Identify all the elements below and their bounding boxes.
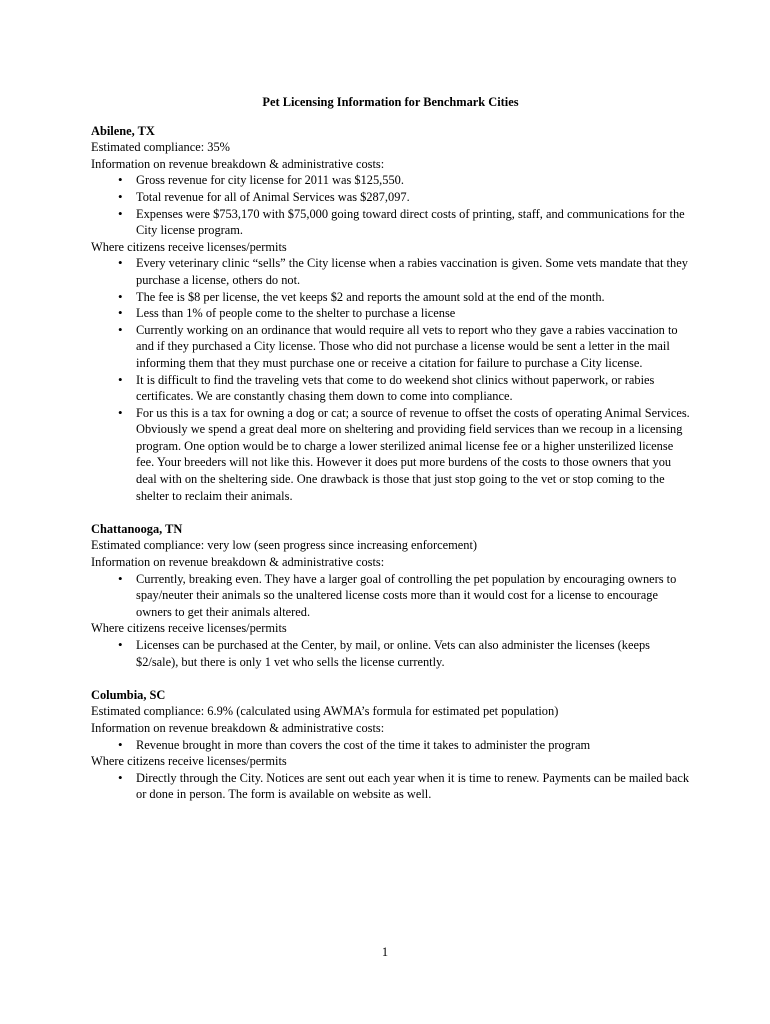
where-heading: Where citizens receive licenses/permits [91, 754, 287, 769]
list-item: • Revenue brought in more than covers the cost of the time it takes to administer the program [136, 737, 690, 754]
city-name: Chattanooga, TN [91, 521, 183, 536]
list-item: • Total revenue for all of Animal Services was $287,097. [136, 189, 690, 206]
revenue-heading: Information on revenue breakdown & administrative costs: [91, 156, 385, 171]
section-spacer [91, 670, 690, 687]
city-section-abilene [91, 123, 690, 505]
list-item: • Directly through the City. Notices are sent out each year when it is time to renew. Payments can be mailed back or done in person. The form is available on website as well. [136, 770, 690, 803]
list-item: • The fee is $8 per license, the vet keeps $2 and reports the amount sold at the end of the month. [136, 289, 690, 306]
revenue-list [91, 571, 690, 621]
revenue-heading: Information on revenue breakdown & administrative costs: [91, 555, 385, 570]
revenue-list [91, 172, 690, 238]
section-spacer [91, 504, 690, 521]
city-name: Columbia, SC [91, 687, 166, 702]
where-list [91, 770, 690, 803]
where-list [91, 255, 690, 504]
document-title: Pet Licensing Information for Benchmark Cities [262, 95, 519, 109]
where-heading: Where citizens receive licenses/permits [91, 621, 287, 636]
list-item: • It is difficult to find the traveling vets that come to do weekend shot clinics without paperwork, or rabies certificates. We are constantly chasing them down to come into compliance. [136, 372, 690, 405]
list-item: • Gross revenue for city license for 2011 was $125,550. [136, 172, 690, 189]
list-item: • Every veterinary clinic “sells” the City license when a rabies vaccination is given. Some vets mandate that they purchase a license, others do not. [136, 255, 690, 288]
list-item: • Licenses can be purchased at the Center, by mail, or online. Vets can also administer the licenses (keeps $2/sale), but there is only 1 vet who sells the license currently. [136, 637, 690, 670]
list-item: • For us this is a tax for owning a dog or cat; a source of revenue to offset the costs of operating Animal Services. Obviously we spend a great deal more on sheltering and providing field services than we recoup in a licensing program. One option would be to charge a lower sterilized animal license fee or a higher unsterilized license fee. Your breeders will not like this. However it does put more burdens of the costs to those owners that you deal with on the sheltering side. One drawback is those that just stop going to the vet or stop coming to the shelter to reclaim their animals. [136, 405, 690, 505]
compliance-text: Estimated compliance: 6.9% (calculated using AWMA’s formula for estimated pet population) [91, 704, 559, 719]
revenue-list [91, 737, 690, 754]
list-item: • Expenses were $753,170 with $75,000 going toward direct costs of printing, staff, and communications for the City license program. [136, 206, 690, 239]
list-item: • Currently working on an ordinance that would require all vets to report who they gave a rabies vaccination to and if they purchased a City license. Those who did not purchase a license would be sent a letter in the mail informing them that they must purchase one or receive a citation for failure to purchase a City license. [136, 322, 690, 372]
list-item: • Currently, breaking even. They have a larger goal of controlling the pet population by encouraging owners to spay/neuter their animals so the unaltered license costs more than it would cost for a license to encourage owners to get their animals altered. [136, 571, 690, 621]
city-section-chattanooga [91, 521, 690, 670]
where-heading: Where citizens receive licenses/permits [91, 239, 287, 254]
revenue-heading: Information on revenue breakdown & administrative costs: [91, 720, 385, 735]
city-section-columbia [91, 687, 690, 803]
city-name: Abilene, TX [91, 123, 155, 138]
compliance-text: Estimated compliance: very low (seen progress since increasing enforcement) [91, 538, 478, 553]
where-list [91, 637, 690, 670]
page-number: 1 [381, 945, 389, 959]
compliance-text: Estimated compliance: 35% [91, 140, 231, 155]
list-item: • Less than 1% of people come to the shelter to purchase a license [136, 305, 690, 322]
